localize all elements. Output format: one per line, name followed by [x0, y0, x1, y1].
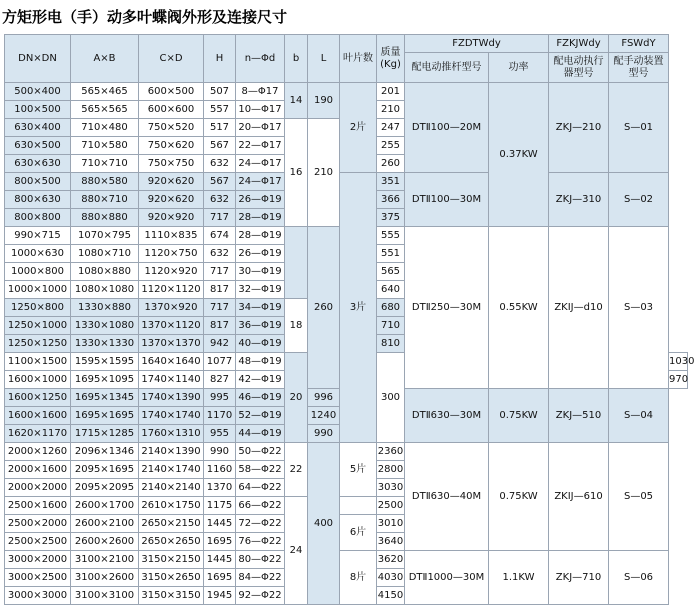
cell-bolt-holes: 20—Φ17 — [236, 119, 285, 137]
header-power: 功率 — [489, 53, 549, 83]
cell-bolt-holes: 76—Φ22 — [236, 533, 285, 551]
cell-h: 717 — [204, 263, 236, 281]
cell-mass: 3620 — [377, 551, 405, 569]
cell-actuator: DTⅡ630—40M — [405, 443, 489, 551]
cell-electric-executor: ZKJ—210 — [549, 83, 609, 173]
table-row — [5, 551, 688, 569]
table-row — [5, 83, 688, 101]
cell-power: 0.75KW — [489, 443, 549, 551]
cell-cd: 1740×1740 — [139, 407, 204, 425]
cell-l: 300 — [377, 353, 405, 443]
cell-dn: 2000×1260 — [5, 443, 71, 461]
cell-h: 995 — [204, 389, 236, 407]
header-cd: C×D — [139, 35, 204, 83]
cell-actuator: DTⅡ1000—30M — [405, 551, 489, 605]
cell-blades: 2片 — [340, 83, 377, 173]
cell-mass: 351 — [377, 173, 405, 191]
cell-ab: 1595×1595 — [71, 353, 139, 371]
cell-mass: 4150 — [377, 587, 405, 605]
cell-cd: 1640×1640 — [139, 353, 204, 371]
cell-mass: 255 — [377, 137, 405, 155]
cell-dn: 630×400 — [5, 119, 71, 137]
cell-cd: 600×500 — [139, 83, 204, 101]
cell-h: 1077 — [204, 353, 236, 371]
cell-dn: 3000×2000 — [5, 551, 71, 569]
cell-ab: 710×480 — [71, 119, 139, 137]
cell-ab: 2600×2600 — [71, 533, 139, 551]
cell-cd: 3150×3150 — [139, 587, 204, 605]
cell-mass: 201 — [377, 83, 405, 101]
header-mass-label: 质量 — [380, 47, 401, 58]
cell-b: 24 — [285, 497, 308, 605]
cell-dn: 800×630 — [5, 191, 71, 209]
cell-mass: 2800 — [377, 461, 405, 479]
cell-mass: 680 — [377, 299, 405, 317]
cell-cd: 1370×1370 — [139, 335, 204, 353]
cell-h: 1160 — [204, 461, 236, 479]
cell-mass: 990 — [308, 425, 340, 443]
cell-bolt-holes: 42—Φ19 — [236, 371, 285, 389]
cell-h: 567 — [204, 173, 236, 191]
cell-ab: 880×710 — [71, 191, 139, 209]
cell-cd: 1370×920 — [139, 299, 204, 317]
cell-h: 557 — [204, 101, 236, 119]
cell-cd: 1120×1120 — [139, 281, 204, 299]
cell-cd: 2610×1750 — [139, 497, 204, 515]
header-l: L — [308, 35, 340, 83]
cell-cd: 3150×2650 — [139, 569, 204, 587]
cell-cd: 600×600 — [139, 101, 204, 119]
cell-ab: 2600×1700 — [71, 497, 139, 515]
header-b: b — [285, 35, 308, 83]
cell-ab: 1330×880 — [71, 299, 139, 317]
cell-bolt-holes: 30—Φ19 — [236, 263, 285, 281]
cell-ab: 880×880 — [71, 209, 139, 227]
cell-bolt-holes: 72—Φ22 — [236, 515, 285, 533]
cell-cd: 1760×1310 — [139, 425, 204, 443]
cell-electric-executor: ZKIJ—610 — [549, 443, 609, 551]
cell-dn: 1000×630 — [5, 245, 71, 263]
cell-bolt-holes: 10—Φ17 — [236, 101, 285, 119]
cell-dn: 990×715 — [5, 227, 71, 245]
cell-ab: 710×710 — [71, 155, 139, 173]
cell-bolt-holes: 26—Φ19 — [236, 191, 285, 209]
cell-dn: 800×800 — [5, 209, 71, 227]
cell-manual-device: S—05 — [609, 443, 669, 551]
cell-cd: 750×750 — [139, 155, 204, 173]
cell-ab: 1080×880 — [71, 263, 139, 281]
cell-l: 210 — [308, 119, 340, 227]
cell-ab: 1695×1345 — [71, 389, 139, 407]
cell-bolt-holes: 24—Φ17 — [236, 155, 285, 173]
header-mass-unit: (Kg) — [380, 58, 401, 70]
cell-h: 632 — [204, 245, 236, 263]
cell-cd: 2140×1740 — [139, 461, 204, 479]
cell-h: 1695 — [204, 569, 236, 587]
cell-bolt-holes: 58—Φ22 — [236, 461, 285, 479]
cell-bolt-holes: 84—Φ22 — [236, 569, 285, 587]
cell-mass: 247 — [377, 119, 405, 137]
cell-h: 827 — [204, 371, 236, 389]
cell-dn: 1000×1000 — [5, 281, 71, 299]
cell-ab: 2095×2095 — [71, 479, 139, 497]
cell-b — [285, 227, 308, 299]
cell-h: 632 — [204, 155, 236, 173]
cell-bolt-holes: 80—Φ22 — [236, 551, 285, 569]
cell-dn: 2500×1600 — [5, 497, 71, 515]
cell-blades: 8片 — [340, 551, 377, 605]
cell-manual-device: S—04 — [609, 389, 669, 443]
cell-dn: 2000×1600 — [5, 461, 71, 479]
cell-cd: 2650×2150 — [139, 515, 204, 533]
cell-dn: 2000×2000 — [5, 479, 71, 497]
cell-cd: 1110×835 — [139, 227, 204, 245]
cell-mass: 710 — [377, 317, 405, 335]
header-group-fzkjwdy: FZKJWdy — [549, 35, 609, 53]
cell-h: 717 — [204, 299, 236, 317]
cell-bolt-holes: 32—Φ19 — [236, 281, 285, 299]
cell-mass: 210 — [377, 101, 405, 119]
cell-h: 817 — [204, 317, 236, 335]
cell-manual-device: S—03 — [609, 227, 669, 389]
cell-power: 0.75KW — [489, 389, 549, 443]
cell-dn: 100×500 — [5, 101, 71, 119]
cell-h: 990 — [204, 443, 236, 461]
header-electric-executor: 配电动执行器型号 — [549, 53, 609, 83]
cell-cd: 3150×2150 — [139, 551, 204, 569]
cell-mass: 260 — [377, 155, 405, 173]
cell-cd: 1370×1120 — [139, 317, 204, 335]
cell-blades: 5片 — [340, 443, 377, 497]
cell-mass: 2500 — [377, 497, 405, 515]
cell-ab: 1080×1080 — [71, 281, 139, 299]
cell-ab: 1695×1695 — [71, 407, 139, 425]
cell-ab: 2095×1695 — [71, 461, 139, 479]
cell-bolt-holes: 92—Φ22 — [236, 587, 285, 605]
cell-ab: 565×565 — [71, 101, 139, 119]
cell-cd: 1120×750 — [139, 245, 204, 263]
cell-bolt-holes: 48—Φ19 — [236, 353, 285, 371]
cell-dn: 1600×1250 — [5, 389, 71, 407]
cell-dn: 1250×1250 — [5, 335, 71, 353]
header-bolt-holes: n—Φd — [236, 35, 285, 83]
cell-mass: 3640 — [377, 533, 405, 551]
cell-electric-executor: ZKJ—510 — [549, 389, 609, 443]
cell-h: 517 — [204, 119, 236, 137]
cell-mass: 3010 — [377, 515, 405, 533]
cell-ab: 3100×3100 — [71, 587, 139, 605]
cell-bolt-holes: 52—Φ19 — [236, 407, 285, 425]
cell-bolt-holes: 64—Φ22 — [236, 479, 285, 497]
cell-cd: 2650×2650 — [139, 533, 204, 551]
cell-h: 817 — [204, 281, 236, 299]
cell-dn: 800×500 — [5, 173, 71, 191]
cell-bolt-holes: 26—Φ19 — [236, 245, 285, 263]
cell-mass: 375 — [377, 209, 405, 227]
cell-ab: 2096×1346 — [71, 443, 139, 461]
cell-bolt-holes: 8—Φ17 — [236, 83, 285, 101]
cell-ab: 565×465 — [71, 83, 139, 101]
cell-mass: 970 — [669, 371, 688, 389]
cell-electric-executor: ZKIJ—d10 — [549, 227, 609, 389]
header-group-fswdy: FSWdY — [609, 35, 669, 53]
cell-dn: 2500×2000 — [5, 515, 71, 533]
table-row — [5, 443, 688, 461]
cell-dn: 630×630 — [5, 155, 71, 173]
cell-h: 1175 — [204, 497, 236, 515]
cell-mass: 996 — [308, 389, 340, 407]
header-group-fzdtwdy: FZDTWdy — [405, 35, 549, 53]
cell-manual-device: S—01 — [609, 83, 669, 173]
cell-manual-device: S—02 — [609, 173, 669, 227]
cell-ab: 710×580 — [71, 137, 139, 155]
cell-cd: 920×620 — [139, 191, 204, 209]
cell-ab: 1330×1080 — [71, 317, 139, 335]
cell-ab: 1080×710 — [71, 245, 139, 263]
cell-cd: 1740×1390 — [139, 389, 204, 407]
cell-bolt-holes: 22—Φ17 — [236, 137, 285, 155]
table-body — [5, 83, 694, 605]
cell-b: 20 — [285, 353, 308, 443]
cell-bolt-holes: 28—Φ19 — [236, 209, 285, 227]
cell-dn: 1250×800 — [5, 299, 71, 317]
cell-cd: 2140×2140 — [139, 479, 204, 497]
cell-ab: 1695×1095 — [71, 371, 139, 389]
cell-mass: 810 — [377, 335, 405, 353]
cell-blades: 6片 — [340, 515, 377, 551]
cell-cd: 1740×1140 — [139, 371, 204, 389]
cell-cd: 1120×920 — [139, 263, 204, 281]
cell-dn: 1600×1600 — [5, 407, 71, 425]
cell-h: 1445 — [204, 551, 236, 569]
cell-h: 1170 — [204, 407, 236, 425]
cell-mass: 1240 — [308, 407, 340, 425]
cell-cd: 920×920 — [139, 209, 204, 227]
header-mass — [377, 35, 405, 83]
page-title: 方矩形电（手）动多叶蝶阀外形及连接尺寸 — [2, 8, 288, 26]
cell-electric-executor: ZKJ—710 — [549, 551, 609, 605]
cell-ab: 1715×1285 — [71, 425, 139, 443]
cell-h: 1695 — [204, 533, 236, 551]
cell-dn: 1100×1500 — [5, 353, 71, 371]
cell-ab: 1070×795 — [71, 227, 139, 245]
cell-dn: 630×500 — [5, 137, 71, 155]
cell-mass: 2360 — [377, 443, 405, 461]
cell-dn: 500×400 — [5, 83, 71, 101]
cell-mass: 1030 — [669, 353, 688, 371]
cell-manual-device: S—06 — [609, 551, 669, 605]
cell-h: 1370 — [204, 479, 236, 497]
cell-b: 14 — [285, 83, 308, 119]
cell-mass: 555 — [377, 227, 405, 245]
cell-blades — [340, 497, 377, 515]
header-manual-device: 配手动装置型号 — [609, 53, 669, 83]
header-ab: A×B — [71, 35, 139, 83]
cell-actuator: DTⅡ100—30M — [405, 173, 489, 227]
cell-bolt-holes: 66—Φ22 — [236, 497, 285, 515]
cell-actuator: DTⅡ250—30M — [405, 227, 489, 389]
cell-dn: 3000×2500 — [5, 569, 71, 587]
cell-bolt-holes: 40—Φ19 — [236, 335, 285, 353]
cell-l: 260 — [308, 227, 340, 389]
cell-cd: 750×520 — [139, 119, 204, 137]
cell-bolt-holes: 50—Φ22 — [236, 443, 285, 461]
cell-l: 190 — [308, 83, 340, 119]
cell-h: 632 — [204, 191, 236, 209]
cell-dn: 1250×1000 — [5, 317, 71, 335]
cell-power: 0.37KW — [489, 83, 549, 227]
cell-ab: 880×580 — [71, 173, 139, 191]
cell-dn: 1600×1000 — [5, 371, 71, 389]
cell-mass: 4030 — [377, 569, 405, 587]
cell-power: 0.55KW — [489, 227, 549, 389]
cell-cd: 2140×1390 — [139, 443, 204, 461]
cell-h: 1445 — [204, 515, 236, 533]
cell-b: 18 — [285, 299, 308, 353]
cell-bolt-holes: 46—Φ19 — [236, 389, 285, 407]
header-blades: 叶片数 — [340, 35, 377, 83]
cell-mass: 366 — [377, 191, 405, 209]
cell-h: 1945 — [204, 587, 236, 605]
cell-bolt-holes: 36—Φ19 — [236, 317, 285, 335]
cell-b: 16 — [285, 119, 308, 227]
cell-power: 1.1KW — [489, 551, 549, 605]
cell-blades: 3片 — [340, 173, 377, 443]
cell-h: 955 — [204, 425, 236, 443]
cell-ab: 3100×2600 — [71, 569, 139, 587]
cell-bolt-holes: 24—Φ17 — [236, 173, 285, 191]
cell-h: 674 — [204, 227, 236, 245]
cell-bolt-holes: 28—Φ19 — [236, 227, 285, 245]
cell-ab: 1330×1330 — [71, 335, 139, 353]
cell-dn: 2500×2500 — [5, 533, 71, 551]
cell-dn: 1620×1170 — [5, 425, 71, 443]
cell-mass: 3030 — [377, 479, 405, 497]
header-dn: DN×DN — [5, 35, 71, 83]
cell-mass: 640 — [377, 281, 405, 299]
cell-mass: 551 — [377, 245, 405, 263]
cell-h: 942 — [204, 335, 236, 353]
cell-b: 22 — [285, 443, 308, 497]
cell-actuator: DTⅡ630—30M — [405, 389, 489, 443]
cell-l: 400 — [308, 443, 340, 605]
cell-dn: 3000×3000 — [5, 587, 71, 605]
cell-ab: 2600×2100 — [71, 515, 139, 533]
cell-h: 507 — [204, 83, 236, 101]
cell-ab: 3100×2100 — [71, 551, 139, 569]
cell-electric-executor: ZKJ—310 — [549, 173, 609, 227]
cell-actuator: DTⅡ100—20M — [405, 83, 489, 173]
header-actuator: 配电动推杆型号 — [405, 53, 489, 83]
cell-dn: 1000×800 — [5, 263, 71, 281]
cell-mass: 565 — [377, 263, 405, 281]
cell-bolt-holes: 44—Φ19 — [236, 425, 285, 443]
cell-cd: 750×620 — [139, 137, 204, 155]
cell-h: 567 — [204, 137, 236, 155]
cell-cd: 920×620 — [139, 173, 204, 191]
table-row — [5, 173, 688, 191]
cell-bolt-holes: 34—Φ19 — [236, 299, 285, 317]
dimension-table — [4, 34, 694, 605]
header-h: H — [204, 35, 236, 83]
cell-h: 717 — [204, 209, 236, 227]
